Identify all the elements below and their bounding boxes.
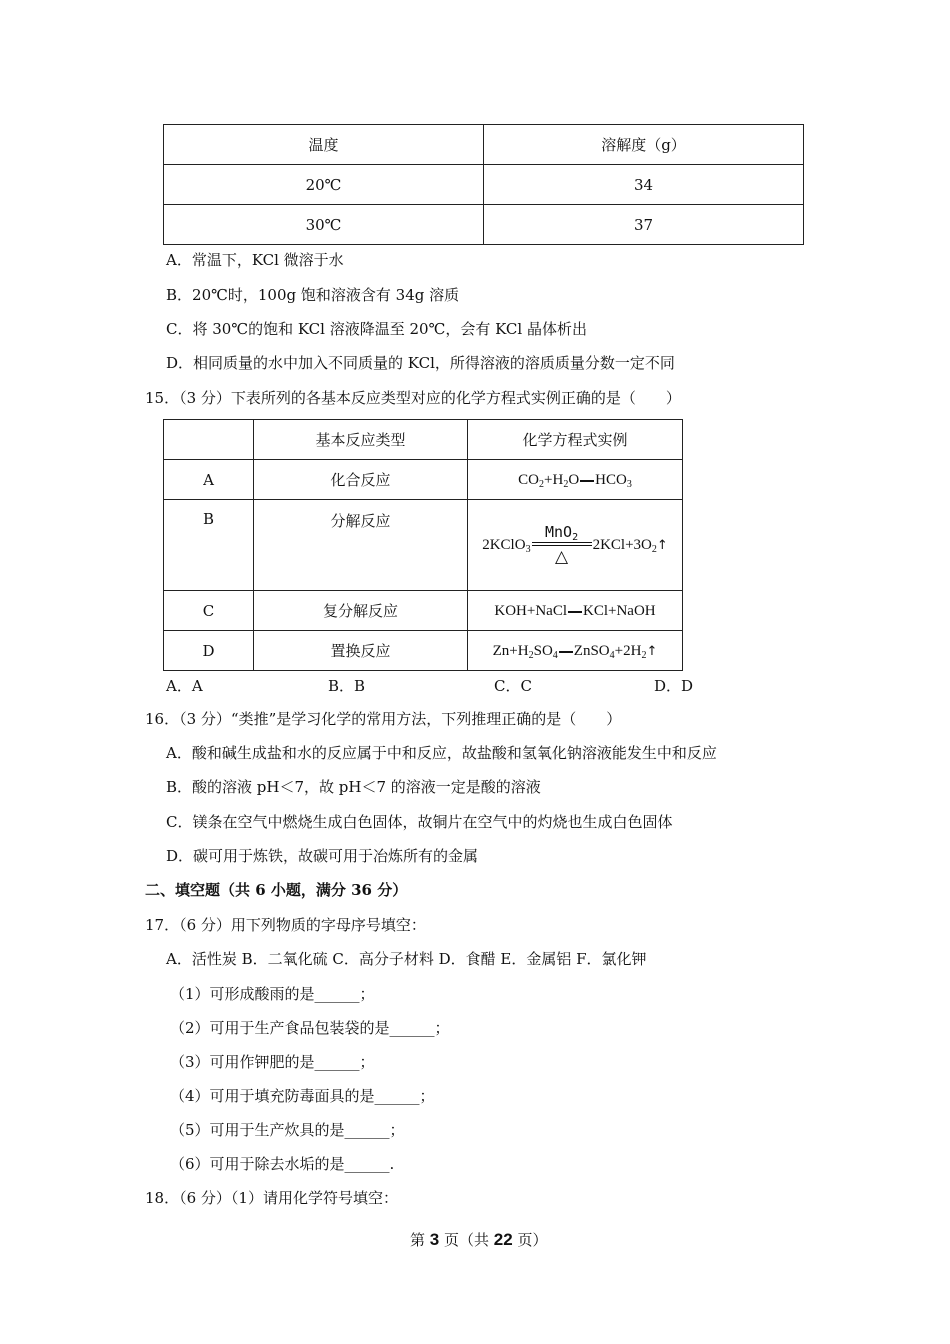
solubility-table bbox=[163, 124, 804, 245]
equals-sign bbox=[568, 611, 582, 613]
q17-item-1: （1）可形成酸雨的是______； bbox=[170, 985, 375, 1003]
equation-d: $Zn+H_2SO_4$ $ZnSO_4+2H_2↑$ bbox=[492, 643, 658, 661]
row-label: D bbox=[164, 631, 254, 671]
table-row bbox=[164, 591, 683, 631]
table-row bbox=[164, 500, 683, 591]
table-header-cell: 温度 bbox=[164, 125, 484, 165]
equation-cell-a bbox=[468, 460, 683, 500]
q16-option-d: D．碳可用于炼铁，故碳可用于冶炼所有的金属 bbox=[166, 847, 479, 865]
q16-option-a: A．酸和碱生成盐和水的反应属于中和反应，故盐酸和氢氧化钠溶液能发生中和反应 bbox=[166, 744, 717, 762]
table-row bbox=[164, 460, 683, 500]
page-footer: 第 3 页（共 22 页） bbox=[410, 1230, 548, 1249]
q15-option-b: B．B bbox=[328, 677, 366, 695]
q16-stem: 16．（3 分）“类推”是学习化学的常用方法，下列推理正确的是（ ） bbox=[145, 710, 622, 728]
equation-a: $CO_2+H_2O$ $HCO_3$ bbox=[518, 472, 632, 490]
table-header-cell: 化学方程式实例 bbox=[468, 420, 683, 460]
equation-cell-d bbox=[468, 631, 683, 671]
section-title: 二、填空题（共 6 小题，满分 36 分） bbox=[145, 881, 408, 899]
q14-option-d: D．相同质量的水中加入不同质量的 KCl，所得溶液的溶质质量分数一定不同 bbox=[166, 354, 675, 372]
table-cell: 30℃ bbox=[164, 205, 484, 245]
q15-option-a: A．A bbox=[166, 677, 203, 695]
table-header-cell: 溶解度（g） bbox=[484, 125, 804, 165]
q16-option-c: C．镁条在空气中燃烧生成白色固体，故铜片在空气中的灼烧也生成白色固体 bbox=[166, 813, 673, 831]
row-label: B bbox=[164, 500, 254, 591]
condition-block: MnO$_2$ △ bbox=[532, 524, 592, 566]
q15-option-c: C．C bbox=[494, 677, 532, 695]
q17-item-2: （2）可用于生产食品包装袋的是______； bbox=[170, 1019, 450, 1037]
reaction-table bbox=[163, 419, 683, 671]
equals-sign bbox=[580, 480, 594, 482]
equation-cell-b bbox=[468, 500, 683, 591]
reaction-type: 置换反应 bbox=[254, 631, 468, 671]
table-row bbox=[164, 165, 804, 205]
reaction-type: 化合反应 bbox=[254, 460, 468, 500]
q17-stem: 17．（6 分）用下列物质的字母序号填空： bbox=[145, 916, 426, 934]
table-cell: 20℃ bbox=[164, 165, 484, 205]
q17-choices: A．活性炭 B．二氧化硫 C．高分子材料 D．食醋 E．金属铝 F．氯化钾 bbox=[166, 950, 647, 968]
table-cell: 37 bbox=[484, 205, 804, 245]
table-row bbox=[164, 125, 804, 165]
gas-arrow-icon: ↑ bbox=[646, 644, 658, 659]
reaction-type: 复分解反应 bbox=[254, 591, 468, 631]
table-row bbox=[164, 205, 804, 245]
q17-item-5: （5）可用于生产炊具的是______； bbox=[170, 1121, 405, 1139]
q14-option-b: B．20℃时，100g 饱和溶液含有 34g 溶质 bbox=[166, 286, 460, 304]
table-row bbox=[164, 631, 683, 671]
equals-sign bbox=[559, 651, 573, 653]
row-label: A bbox=[164, 460, 254, 500]
reaction-type: 分解反应 bbox=[254, 500, 468, 591]
table-header-cell: 基本反应类型 bbox=[254, 420, 468, 460]
equation-b: 2KClO$_3$ MnO$_2$ △ $2KCl+3O_2↑$ bbox=[482, 523, 668, 567]
table-row bbox=[164, 420, 683, 460]
q15-stem: 15．（3 分）下表所列的各基本反应类型对应的化学方程式实例正确的是（ ） bbox=[145, 389, 681, 407]
q17-item-6: （6）可用于除去水垢的是______. bbox=[170, 1155, 395, 1173]
q17-item-3: （3）可用作钾肥的是______； bbox=[170, 1053, 375, 1071]
q17-item-4: （4）可用于填充防毒面具的是______； bbox=[170, 1087, 435, 1105]
table-cell: 34 bbox=[484, 165, 804, 205]
q15-option-d: D．D bbox=[654, 677, 694, 695]
equation-cell-c bbox=[468, 591, 683, 631]
equation-c: KOH+NaCl KCl+NaOH bbox=[494, 603, 656, 619]
equals-sign bbox=[532, 542, 592, 546]
page-number: 3 bbox=[429, 1230, 440, 1249]
gas-arrow-icon: ↑ bbox=[656, 537, 668, 553]
row-label: C bbox=[164, 591, 254, 631]
q14-option-a: A．常温下，KCl 微溶于水 bbox=[166, 251, 344, 269]
q18-stem: 18．（6 分）（1）请用化学符号填空： bbox=[145, 1189, 398, 1207]
q16-option-b: B．酸的溶液 pH＜7，故 pH＜7 的溶液一定是酸的溶液 bbox=[166, 778, 541, 796]
page-total: 22 bbox=[493, 1230, 513, 1249]
q14-option-c: C．将 30℃的饱和 KCl 溶液降温至 20℃，会有 KCl 晶体析出 bbox=[166, 320, 587, 338]
table-header-cell bbox=[164, 420, 254, 460]
heat-symbol: △ bbox=[555, 547, 569, 567]
